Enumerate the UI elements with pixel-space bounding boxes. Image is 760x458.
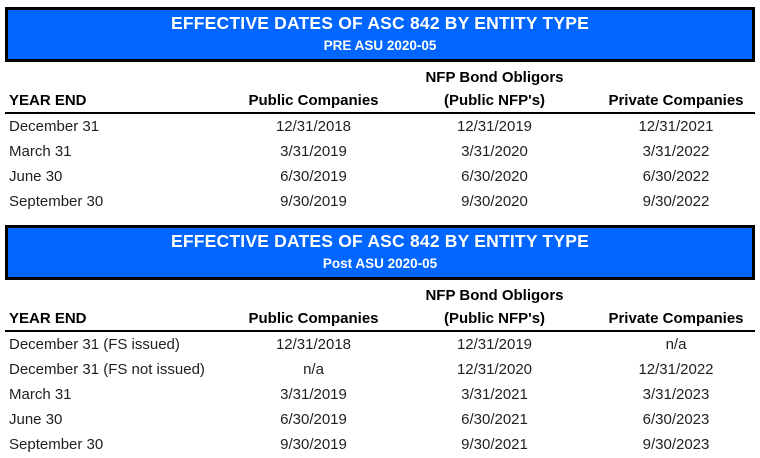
table-title-banner [5, 225, 755, 280]
empty-header-cell [597, 62, 755, 88]
year-end-cell: June 30 [9, 168, 63, 185]
table-row [5, 407, 755, 432]
table-row [5, 357, 755, 382]
effective-date-cell: 12/31/2020 [456, 361, 533, 378]
effective-date-cell: 12/31/2018 [275, 336, 352, 353]
effective-dates-table [5, 62, 755, 214]
table-subtitle: PRE ASU 2020-05 [323, 38, 437, 53]
table-title: EFFECTIVE DATES OF ASC 842 BY ENTITY TYPE [171, 13, 589, 33]
effective-date-cell: 6/30/2020 [461, 168, 528, 185]
effective-date-cell: 3/31/2023 [642, 386, 710, 403]
effective-date-cell: 6/30/2021 [461, 411, 528, 428]
year-end-cell: June 30 [9, 411, 63, 428]
effective-date-cell: 12/31/2021 [638, 118, 714, 135]
effective-date-cell: 9/30/2023 [642, 436, 710, 453]
effective-date-cell: 9/30/2019 [280, 193, 347, 210]
table-subtitle: Post ASU 2020-05 [322, 256, 438, 271]
nfp-group-header: NFP Bond Obligors [425, 287, 564, 304]
column-header-row [5, 88, 755, 113]
empty-header-cell [235, 280, 392, 306]
column-header: Public Companies [235, 88, 392, 113]
effective-dates-table [5, 280, 755, 457]
table-row [5, 139, 755, 164]
year-end-cell: September 30 [9, 193, 104, 210]
effective-date-cell: n/a [665, 336, 687, 353]
year-end-cell: December 31 (FS issued) [9, 336, 180, 353]
year-end-cell: March 31 [9, 143, 72, 160]
table-body [5, 331, 755, 457]
effective-date-cell: 3/31/2022 [642, 143, 710, 160]
table-row [5, 331, 755, 357]
effective-date-cell: 6/30/2023 [642, 411, 710, 428]
effective-date-cell: 12/31/2019 [456, 336, 533, 353]
effective-date-cell: 9/30/2020 [461, 193, 528, 210]
empty-header-cell [235, 62, 392, 88]
empty-header-cell [597, 280, 755, 306]
column-header: Private Companies [597, 88, 755, 113]
table-row [5, 113, 755, 139]
effective-date-cell: 9/30/2021 [461, 436, 528, 453]
effective-date-cell: 12/31/2022 [638, 361, 714, 378]
year-end-cell: December 31 [9, 118, 100, 135]
effective-date-cell: 3/31/2019 [280, 143, 347, 160]
empty-header-cell [5, 280, 235, 306]
effective-date-cell: 6/30/2022 [642, 168, 710, 185]
table-row [5, 164, 755, 189]
effective-date-cell: 12/31/2018 [275, 118, 352, 135]
year-end-cell: March 31 [9, 386, 72, 403]
table-row [5, 432, 755, 457]
effective-date-cell: 12/31/2019 [456, 118, 533, 135]
column-header-row [5, 306, 755, 331]
effective-date-cell: 3/31/2019 [280, 386, 347, 403]
table-title: EFFECTIVE DATES OF ASC 842 BY ENTITY TYPE [171, 231, 589, 251]
group-header-row [5, 62, 755, 88]
column-header: Public Companies [235, 306, 392, 331]
column-header: (Public NFP's) [392, 306, 597, 331]
table-row [5, 382, 755, 407]
empty-header-cell [5, 62, 235, 88]
column-header: Private Companies [597, 306, 755, 331]
effective-date-cell: 9/30/2019 [280, 436, 347, 453]
effective-date-cell: 3/31/2021 [461, 386, 528, 403]
table-row [5, 189, 755, 214]
effective-date-cell: 9/30/2022 [642, 193, 710, 210]
nfp-group-header: NFP Bond Obligors [425, 69, 564, 86]
column-header: YEAR END [5, 88, 235, 113]
asc842-table-section [0, 225, 760, 457]
table-body [5, 113, 755, 214]
effective-date-cell: n/a [303, 361, 324, 378]
year-end-cell: December 31 (FS not issued) [9, 361, 205, 378]
group-header-row [5, 280, 755, 306]
table-title-banner [5, 7, 755, 62]
effective-date-cell: 3/31/2020 [461, 143, 528, 160]
effective-date-cell: 6/30/2019 [280, 168, 347, 185]
column-header: YEAR END [5, 306, 235, 331]
year-end-cell: September 30 [9, 436, 104, 453]
asc842-table-section [0, 0, 760, 214]
column-header: (Public NFP's) [392, 88, 597, 113]
effective-date-cell: 6/30/2019 [280, 411, 347, 428]
